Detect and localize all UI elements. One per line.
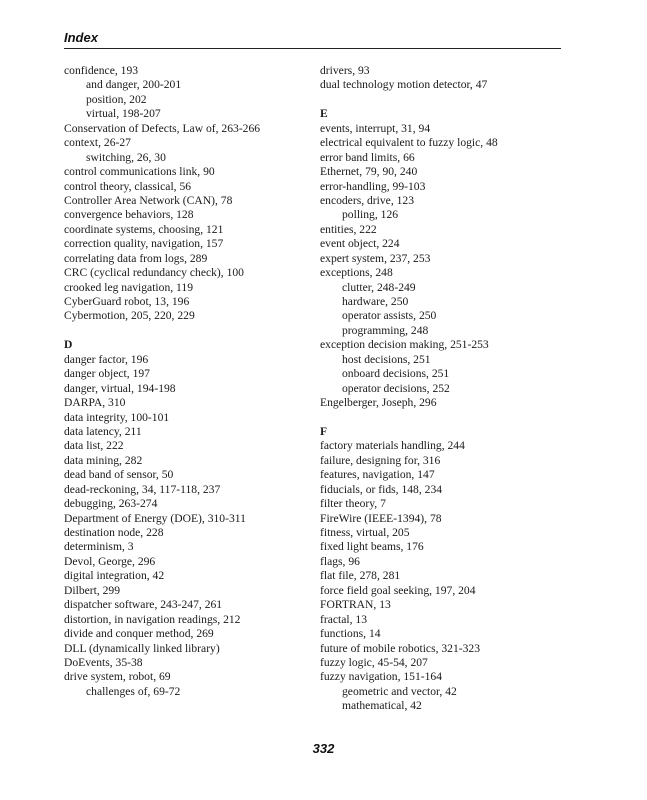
index-entry: Dilbert, 299 — [64, 583, 121, 597]
index-entry: digital integration, 42 — [64, 569, 165, 583]
header-rule — [64, 48, 561, 49]
index-entry: failure, designing for, 316 — [320, 453, 441, 467]
index-entry: Ethernet, 79, 90, 240 — [320, 165, 418, 179]
index-column-left — [64, 64, 304, 699]
index-subentry: clutter, 248-249 — [342, 280, 416, 294]
index-entry: danger object, 197 — [64, 367, 150, 381]
index-entry: fuzzy logic, 45-54, 207 — [320, 655, 428, 669]
index-entry: Engelberger, Joseph, 296 — [320, 396, 437, 410]
index-entry: exceptions, 248 — [320, 266, 393, 280]
index-entry: Department of Energy (DOE), 310-311 — [64, 511, 246, 525]
index-entry: filter theory, 7 — [320, 497, 386, 511]
index-entry: FORTRAN, 13 — [320, 598, 391, 612]
index-entry: coordinate systems, choosing, 121 — [64, 222, 224, 236]
index-entry: events, interrupt, 31, 94 — [320, 121, 431, 135]
index-entry: CyberGuard robot, 13, 196 — [64, 295, 190, 308]
index-entry: dual technology motion detector, 47 — [320, 78, 488, 92]
index-entry: encoders, drive, 123 — [320, 193, 415, 207]
index-entry: force field goal seeking, 197, 204 — [320, 583, 476, 597]
index-entry: dead-reckoning, 34, 117-118, 237 — [64, 482, 221, 496]
index-subentry: position, 202 — [86, 92, 147, 106]
index-entry: data mining, 282 — [64, 453, 143, 467]
index-entry: data latency, 211 — [64, 424, 142, 438]
index-entry: exception decision making, 251-253 — [320, 338, 489, 352]
index-spacer — [64, 324, 304, 338]
index-entry: control theory, classical, 56 — [64, 179, 192, 193]
index-entry: danger factor, 196 — [64, 352, 149, 366]
index-subentry: polling, 126 — [342, 208, 399, 222]
index-entry: Controller Area Network (CAN), 78 — [64, 193, 233, 207]
index-entry: data integrity, 100-101 — [64, 410, 170, 424]
index-letter-heading: F — [320, 424, 328, 438]
index-entry: Conservation of Defects, Law of, 263-266 — [64, 121, 261, 135]
index-subentry: switching, 26, 30 — [86, 150, 166, 164]
index-entry: functions, 14 — [320, 627, 381, 641]
index-entry: CRC (cyclical redundancy check), 100 — [64, 266, 244, 280]
index-entry: features, navigation, 147 — [320, 468, 435, 482]
index-entry: confidence, 193 — [64, 64, 139, 77]
index-entry: debugging, 263-274 — [64, 497, 158, 511]
index-entry: DoEvents, 35-38 — [64, 655, 143, 669]
index-entry: fiducials, or fids, 148, 234 — [320, 482, 443, 496]
index-entry: crooked leg navigation, 119 — [64, 280, 193, 294]
index-entry: future of mobile robotics, 321-323 — [320, 641, 481, 655]
index-entry: error band limits, 66 — [320, 150, 415, 164]
index-entry: drive system, robot, 69 — [64, 670, 171, 684]
index-subentry: host decisions, 251 — [342, 352, 431, 366]
index-entry: divide and conquer method, 269 — [64, 627, 214, 641]
index-letter-heading: E — [320, 107, 328, 121]
index-subentry: geometric and vector, 42 — [342, 684, 457, 698]
index-entry: correction quality, navigation, 157 — [64, 237, 224, 251]
index-entry: control communications link, 90 — [64, 165, 215, 179]
index-entry: DLL (dynamically linked library) — [64, 641, 220, 655]
index-entry: destination node, 228 — [64, 526, 164, 539]
index-entry: factory materials handling, 244 — [320, 439, 465, 453]
index-subentry: mathematical, 42 — [342, 699, 422, 713]
index-subentry: virtual, 198-207 — [86, 107, 161, 121]
page-number: 332 — [312, 741, 335, 756]
index-spacer — [320, 411, 565, 425]
index-entry: fixed light beams, 176 — [320, 540, 424, 554]
index-subentry: programming, 248 — [342, 323, 429, 337]
index-letter-heading: D — [64, 338, 73, 352]
index-entry: error-handling, 99-103 — [320, 179, 426, 193]
index-entry: Devol, George, 296 — [64, 554, 156, 568]
index-entry: data list, 222 — [64, 439, 124, 453]
index-entry: flags, 96 — [320, 554, 360, 568]
index-entry: distortion, in navigation readings, 212 — [64, 612, 241, 626]
index-entry: danger, virtual, 194-198 — [64, 381, 176, 395]
index-entry: Cybermotion, 205, 220, 229 — [64, 309, 195, 323]
index-entry: FireWire (IEEE-1394), 78 — [320, 511, 442, 525]
index-entry: context, 26-27 — [64, 136, 131, 150]
index-entry: determinism, 3 — [64, 540, 134, 554]
index-entry: convergence behaviors, 128 — [64, 208, 194, 222]
index-entry: drivers, 93 — [320, 64, 370, 77]
index-spacer — [320, 93, 565, 107]
running-header-title: Index — [64, 30, 98, 45]
index-entry: electrical equivalent to fuzzy logic, 48 — [320, 136, 498, 150]
index-entry: fitness, virtual, 205 — [320, 526, 410, 539]
index-entry: dead band of sensor, 50 — [64, 468, 174, 482]
index-entry: entities, 222 — [320, 222, 377, 236]
index-entry: fractal, 13 — [320, 612, 367, 626]
index-entry: flat file, 278, 281 — [320, 569, 401, 583]
index-subentry: challenges of, 69-72 — [86, 684, 181, 698]
index-subentry: operator decisions, 252 — [342, 381, 450, 395]
index-entry: event object, 224 — [320, 237, 400, 251]
index-entry: fuzzy navigation, 151-164 — [320, 670, 443, 684]
index-subentry: onboard decisions, 251 — [342, 367, 450, 381]
index-subentry: operator assists, 250 — [342, 309, 437, 323]
index-column-right — [320, 64, 565, 714]
index-entry: expert system, 237, 253 — [320, 251, 431, 265]
index-entry: dispatcher software, 243-247, 261 — [64, 598, 223, 612]
index-subentry: hardware, 250 — [342, 295, 409, 308]
index-entry: DARPA, 310 — [64, 396, 126, 410]
index-entry: correlating data from logs, 289 — [64, 251, 208, 265]
index-subentry: and danger, 200-201 — [86, 78, 182, 92]
